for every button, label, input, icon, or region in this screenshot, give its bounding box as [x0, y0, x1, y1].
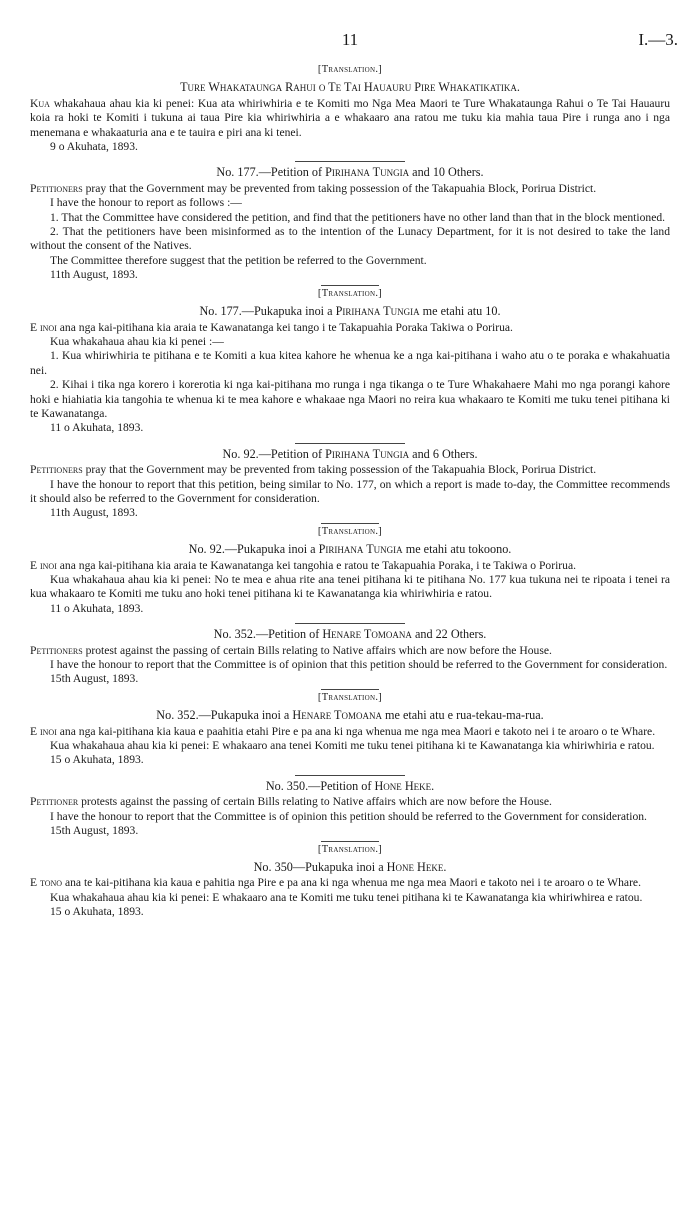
- paragraph: Kua whakahaua ahau kia ki penei: E whakaaro ana te Komiti me tuku tenei pitihana ki te Kawanatanga kia whiriwhirea e ratou.: [50, 890, 643, 904]
- section-title: Ture Whakataunga Rahui o Te Tai Hauauru Pire Whakatikatika.: [180, 80, 520, 95]
- paragraph-text: pray that the Government may be prevented from taking possession of the Takapuahia Block, Porirua District.: [85, 181, 597, 195]
- paper-reference: I.—3.: [638, 30, 678, 49]
- date-line: 15th August, 1893.: [50, 824, 139, 838]
- paragraph: [30, 725, 670, 739]
- short-divider: [321, 689, 379, 690]
- petition-heading: [30, 165, 670, 179]
- date-line: 11th August, 1893.: [50, 268, 138, 282]
- heading-text: No. 350.—Petition of: [265, 778, 372, 793]
- date-line: 11th August, 1893.: [50, 506, 138, 520]
- heading-text: me etahi atu 10.: [422, 304, 501, 319]
- petition-heading: [30, 779, 670, 793]
- paragraph: [30, 876, 670, 890]
- paragraph-text: protests against the passing of certain Bills relating to Native affairs which are now before the House.: [81, 795, 552, 809]
- paragraph-text: ana te kai-pitihana kia kaua e pahitia nga Pire e pa ana ki nga whenua me nga mea Maori e takoto nei i te aroaro o te Whare.: [64, 876, 641, 890]
- short-divider: [321, 841, 379, 842]
- petitioner-name: Henare Tomoana: [292, 708, 382, 723]
- petitioner-name: Pirihana Tungia: [335, 304, 420, 319]
- petition-heading: [30, 304, 670, 318]
- paragraph: 1. Kua whiriwhiria te pitihana e te Komiti a kua kitea kahore he whenua ke a nga kai-pitihana i waho atu o te poraka e whakahuatia nei.: [30, 349, 670, 377]
- petitioner-name: Pirihana Tungia: [325, 165, 410, 180]
- paragraph: 2. That the petitioners have been misinformed as to the intention of the Lunacy Department, for it is not desired to take the land without the consent of the Natives.: [30, 225, 670, 253]
- heading-text: No. 92.—Pukapuka inoi a: [188, 542, 316, 557]
- section-divider: [295, 443, 405, 444]
- heading-text: me etahi atu tokoono.: [405, 542, 512, 557]
- paragraph: [30, 644, 670, 658]
- heading-text: No. 92.—Petition of: [222, 446, 323, 461]
- lead-word: E inoi: [30, 320, 57, 334]
- petitioner-name: Hone Heke.: [374, 778, 435, 793]
- short-divider: [321, 523, 379, 524]
- translation-label: [Translation.]: [317, 691, 383, 703]
- paragraph-text: pray that the Government may be prevented from taking possession of the Takapuahia Block, Porirua District.: [85, 463, 597, 477]
- page-number: 11: [341, 30, 359, 49]
- lead-word: Kua: [30, 96, 50, 110]
- petitioner-name: Pirihana Tungia: [318, 542, 403, 557]
- petition-heading: [30, 860, 670, 874]
- paragraph: [30, 182, 670, 196]
- heading-text: No. 352.—Pukapuka inoi a: [156, 708, 290, 723]
- date-line: 11 o Akuhata, 1893.: [50, 421, 144, 435]
- heading-text: No. 177.—Pukapuka inoi a: [199, 304, 333, 319]
- paragraph: [30, 463, 670, 477]
- section-divider: [295, 161, 405, 162]
- heading-text: No. 350—Pukapuka inoi a: [253, 859, 384, 874]
- heading-text: and 6 Others.: [412, 446, 478, 461]
- paragraph: Kua whakahaua ahau kia ki penei :—: [50, 334, 224, 348]
- paragraph: I have the honour to report that the Committee is of opinion this petition should be referred to the Government for consideration.: [50, 809, 647, 823]
- petitioner-name: Henare Tomoana: [322, 627, 412, 642]
- translation-label: [Translation.]: [317, 525, 383, 537]
- paragraph: 2. Kihai i tika nga korero i korerotia ki nga kai-pitihana mo runga i nga tikanga o te Ture Whakahaere Mahi mo nga porangi kahore hoki e hiahiatia kia tangohia te whenua ki te mea kahore e whakaae nga Maori no reira kua whakaaro te Komiti me tuku tenei pitihana ki te Kawanatanga.: [30, 378, 670, 420]
- paragraph: [30, 97, 670, 140]
- section-divider: [295, 775, 405, 776]
- date-line: 15 o Akuhata, 1893.: [50, 753, 144, 767]
- paragraph: The Committee therefore suggest that the petition be referred to the Government.: [50, 253, 427, 267]
- lead-word: E inoi: [30, 558, 57, 572]
- paragraph: I have the honour to report as follows :—: [50, 196, 242, 210]
- petition-heading: [30, 708, 670, 722]
- section-divider: [295, 623, 405, 624]
- paragraph-text: ana nga kai-pitihana kia kaua e paahitia etahi Pire e pa ana ki nga whenua me nga mea Maori e takoto nei i te aroaro o te Whare.: [59, 724, 656, 738]
- heading-text: me etahi atu e rua-tekau-ma-rua.: [385, 708, 544, 723]
- petitioner-name: Pirihana Tungia: [325, 446, 410, 461]
- paragraph: [30, 321, 670, 335]
- petition-heading: [30, 542, 670, 556]
- lead-word: Petitioner: [30, 795, 79, 809]
- date-line: 15th August, 1893.: [50, 672, 139, 686]
- paragraph: Kua whakahaua ahau kia ki penei: No te mea e ahua rite ana tenei pitihana ki te pitihana No. 177 kua tukuna nei te ripoata i tenei ra kua whakaaro te Komiti me tuku ano hoki tenei pitihana ki te Kawanatanga kia whiriwhiria e ratou.: [30, 573, 670, 601]
- paragraph: Kua whakahaua ahau kia ki penei: E whakaaro ana tenei Komiti me tuku tenei pitihana ki te Kawanatanga kia whiriwhiria e ratou.: [50, 739, 655, 753]
- page-content: [30, 63, 670, 920]
- heading-text: No. 177.—Petition of: [216, 165, 323, 180]
- lead-word: E tono: [30, 876, 63, 890]
- paragraph: I have the honour to report that the Committee is of opinion that this petition should be referred to the Government for consideration.: [50, 658, 668, 672]
- translation-label: [Translation.]: [317, 843, 383, 855]
- paragraph: I have the honour to report that this petition, being similar to No. 177, on which a report is made to-day, the Committee recommends it should also be referred to the Government for consideration.: [30, 477, 670, 505]
- heading-text: and 10 Others.: [412, 165, 484, 180]
- date-line: 15 o Akuhata, 1893.: [50, 905, 144, 919]
- short-divider: [321, 285, 379, 286]
- paragraph: [30, 795, 670, 809]
- translation-label: [Translation.]: [317, 287, 383, 299]
- lead-word: E inoi: [30, 724, 57, 738]
- paragraph-text: protest against the passing of certain Bills relating to Native affairs which are now before the House.: [85, 643, 552, 657]
- date-line: 9 o Akuhata, 1893.: [50, 140, 138, 154]
- date-line: 11 o Akuhata, 1893.: [50, 601, 144, 615]
- petition-heading: [30, 447, 670, 461]
- paragraph-text: ana nga kai-pitihana kia araia te Kawanatanga kei tangohia e ratou te Takapuahia Poraka, i te Takiwa o Porirua.: [59, 558, 577, 572]
- lead-word: Petitioners: [30, 181, 83, 195]
- petition-heading: [30, 627, 670, 641]
- lead-word: Petitioners: [30, 643, 83, 657]
- petitioner-name: Hone Heke.: [386, 859, 447, 874]
- paragraph-text: whakahaua ahau kia ki penei: Kua ata whiriwhiria e te Komiti mo Nga Mea Maori te Ture Whakataunga Rahui o Te Tai Hauauru koia ra hoki te Komiti i tukuna ai taua Pire kia whiriwhiria a e whakaaro ana ratou me tuku kia mahia taua Pire i runga ano i nga menemana e whakaaturia ana e te tauira e piri ana ki tenei.: [30, 96, 670, 139]
- paragraph-text: ana nga kai-pitihana kia araia te Kawanatanga kei tango i te Takapuahia Poraka Takiwa o Porirua.: [59, 320, 513, 334]
- heading-text: and 22 Others.: [414, 627, 487, 642]
- paragraph: 1. That the Committee have considered the petition, and find that the petitioners have no other land than that in the block mentioned.: [50, 210, 666, 224]
- heading-text: No. 352.—Petition of: [213, 627, 320, 642]
- translation-label: [Translation.]: [317, 64, 383, 75]
- paragraph: [30, 559, 670, 573]
- lead-word: Petitioners: [30, 463, 83, 477]
